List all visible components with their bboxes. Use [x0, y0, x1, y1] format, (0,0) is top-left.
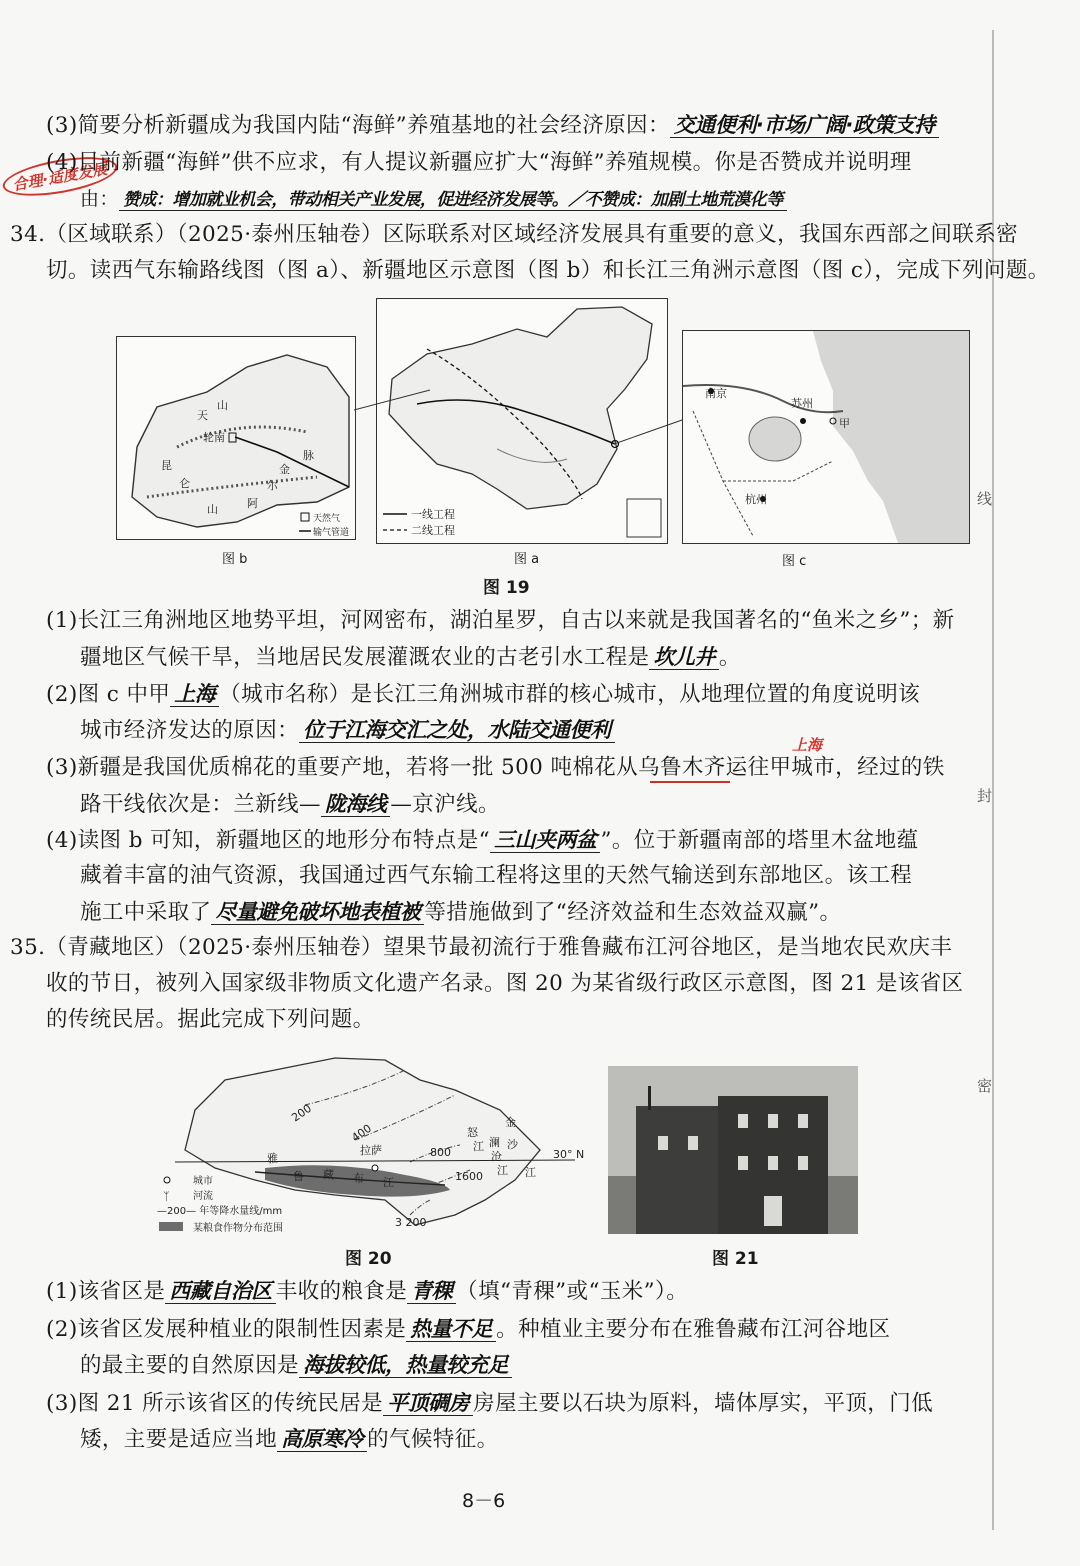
q33-part4: (4)目前新疆“海鲜”供不应求，有人提议新疆应扩大“海鲜”养殖规模。你是否赞成并说明理 [46, 150, 912, 175]
handwritten-answer: 尽量避免破坏地表植被 [211, 900, 424, 925]
svg-text:仑: 仑 [179, 477, 190, 490]
q35-part2-b: 的最主要的自然原因是 海拔较低，热量较充足 [80, 1348, 512, 1383]
svg-text:河流: 河流 [193, 1191, 213, 1202]
svg-text:鲁: 鲁 [293, 1170, 304, 1183]
svg-text:尔: 尔 [267, 479, 278, 492]
svg-text:二线工程: 二线工程 [411, 524, 455, 537]
svg-text:脉: 脉 [303, 449, 314, 462]
svg-text:沙: 沙 [507, 1138, 518, 1151]
q33-part3: (3)简要分析新疆成为我国内陆“海鲜”养殖基地的社会经济原因： 交通便利·市场广阔·政策支持 [46, 108, 939, 143]
svg-text:某粮食作物分布范围: 某粮食作物分布范围 [193, 1223, 283, 1234]
handwritten-answer: 坎儿井 [649, 645, 719, 670]
q35-part3-a: (3)图 21 所示该省区的传统民居是 平顶碉房 房屋主要以石块为原料，墙体厚实，平顶，门低 [46, 1391, 933, 1416]
svg-text:南京: 南京 [705, 387, 727, 400]
handwritten-answer: 陇海线 [321, 792, 391, 817]
figure-19-title: 图 19 [483, 578, 530, 598]
svg-text:一线工程: 一线工程 [411, 508, 455, 521]
q34-stem-2: 切。读西气东输路线图（图 a）、新疆地区示意图（图 b）和长江三角洲示意图（图 c），完成下列问题。 [46, 258, 1050, 283]
figure-21-caption: 图 21 [712, 1249, 759, 1269]
q34-part4-b: 藏着丰富的油气资源，我国通过西气东输工程将这里的天然气输送到东部地区。该工程 [80, 863, 913, 888]
q34-part2-b: 城市经济发达的原因： 位于江海交汇之处，水陆交通便利 [80, 713, 615, 748]
handwritten-answer: 青稞 [407, 1279, 456, 1304]
svg-text:阿: 阿 [247, 497, 258, 510]
svg-text:城市: 城市 [193, 1176, 213, 1187]
svg-text:金: 金 [279, 463, 290, 476]
handwritten-answer: 交通便利·市场广阔·政策支持 [670, 113, 939, 138]
margin-red-note: 合理·适度发展 [0, 150, 120, 203]
svg-text:800: 800 [430, 1146, 451, 1159]
svg-text:30° N: 30° N [553, 1148, 585, 1161]
svg-text:苏州: 苏州 [791, 397, 813, 410]
svg-text:江: 江 [473, 1140, 484, 1153]
svg-text:藏: 藏 [323, 1168, 334, 1181]
svg-text:昆: 昆 [161, 459, 172, 472]
binding-mark-feng: 封 [976, 787, 992, 805]
q35-part1: (1)该省区是 西藏自治区 丰收的粮食是 青稞 （填“青稞”或“玉米”）。 [46, 1279, 689, 1304]
q34-stem-1: 34.（区域联系）（2025·泰州压轴卷）区际联系对区域经济发展具有重要的意义，我国东西部之间联系密 [10, 222, 1018, 247]
map-label-lunnan: 轮南 [203, 431, 225, 444]
handwritten-answer: 海拔较低，热量较充足 [299, 1353, 512, 1378]
q34-part2-a: (2)图 c 中甲 上海 （城市名称）是长江三角洲城市群的核心城市，从地理位置的角度说明该 [46, 682, 921, 707]
q35-stem-1: 35.（青藏地区）（2025·泰州压轴卷）望果节最初流行于雅鲁藏布江河谷地区，是当地农民欢庆丰 [10, 935, 953, 960]
svg-text:天: 天 [197, 409, 208, 422]
q35-part2-a: (2)该省区发展种植业的限制性因素是 热量不足 。种植业主要分布在雅鲁藏布江河谷地区 [46, 1317, 891, 1342]
q34-part4-a: (4)读图 b 可知，新疆地区的地形分布特点是“ 三山夹两盆 ”。位于新疆南部的塔里木盆地蕴 [46, 828, 919, 853]
binding-mark-xian: 线 [976, 490, 992, 508]
q34-part1-a: (1)长江三角洲地区地势平坦，河网密布，湖泊星罗，自古以来就是我国著名的“鱼米之乡”；新 [46, 608, 955, 633]
svg-text:山: 山 [217, 399, 228, 412]
svg-text:沧: 沧 [491, 1150, 502, 1163]
svg-text:甲: 甲 [839, 417, 850, 430]
svg-text:1600: 1600 [455, 1170, 483, 1183]
svg-text:金: 金 [505, 1116, 516, 1129]
q34-part4-c: 施工中采取了 尽量避免破坏地表植被 等措施做到了“经济效益和生态效益双赢”。 [80, 900, 842, 925]
svg-text:200: 200 [289, 1101, 314, 1125]
caption-fig-a: 图 a [514, 552, 540, 567]
svg-text:天然气: 天然气 [313, 514, 341, 524]
svg-text:ᛉ: ᛉ [163, 1190, 170, 1203]
figure-connector-lines [0, 0, 1080, 600]
caption-fig-b: 图 b [222, 552, 248, 567]
svg-text:江: 江 [497, 1164, 508, 1177]
red-underline [650, 781, 730, 783]
q34-part1-b: 疆地区气候干旱，当地居民发展灌溉农业的古老引水工程是 坎儿井 。 [80, 645, 741, 670]
figure-20-caption: 图 20 [345, 1249, 392, 1269]
handwritten-answer: 西藏自治区 [165, 1279, 276, 1304]
red-annotation-shanghai: 上海 [792, 736, 823, 754]
figure-21-house-photo [608, 1066, 858, 1234]
svg-text:怒: 怒 [467, 1126, 478, 1139]
q35-part3-b: 矮，主要是适应当地 高原寒冷 的气候特征。 [80, 1427, 499, 1452]
q34-part3-b: 路干线依次是：兰新线— 陇海线 —京沪线。 [80, 792, 500, 817]
handwritten-answer: 位于江海交汇之处，水陆交通便利 [299, 718, 615, 743]
svg-text:输气管道: 输气管道 [313, 528, 350, 538]
q34-part3-a: (3)新疆是我国优质棉花的重要产地，若将一批 500 吨棉花从乌鲁木齐运往甲城市，经过的铁 [46, 755, 945, 780]
q35-stem-2: 收的节日，被列入国家级非物质文化遗产名录。图 20 为某省级行政区示意图，图 21 是该省区 [46, 971, 964, 996]
svg-text:布: 布 [353, 1172, 364, 1185]
svg-text:拉萨: 拉萨 [360, 1144, 382, 1157]
figure-20-tibet-map [155, 1050, 590, 1240]
handwritten-answer: 上海 [170, 682, 219, 707]
handwritten-answer: 三山夹两盆 [490, 828, 601, 853]
svg-text:—200— 年等降水量线/mm: —200— 年等降水量线/mm [157, 1206, 283, 1217]
handwritten-answer: 热量不足 [406, 1317, 496, 1342]
page-number: 8－6 [462, 1490, 506, 1512]
q33-part4-answer: 由： 赞成：增加就业机会，带动相关产业发展，促进经济发展等。／不赞成：加剧土地荒漠化等 [80, 182, 787, 217]
svg-text:澜: 澜 [489, 1136, 500, 1149]
caption-fig-c: 图 c [782, 554, 807, 569]
svg-text:山: 山 [207, 503, 218, 516]
handwritten-answer: 高原寒冷 [277, 1427, 367, 1452]
q35-stem-3: 的传统民居。据此完成下列问题。 [46, 1007, 375, 1032]
svg-text:江: 江 [383, 1176, 394, 1189]
handwritten-answer: 平顶碉房 [383, 1391, 473, 1416]
svg-text:江: 江 [525, 1166, 536, 1179]
svg-text:雅: 雅 [267, 1152, 278, 1165]
svg-text:400: 400 [349, 1121, 374, 1145]
svg-text:杭州: 杭州 [745, 493, 767, 506]
binding-mark-mi: 密 [976, 1077, 992, 1095]
svg-text:3 200: 3 200 [395, 1216, 427, 1229]
